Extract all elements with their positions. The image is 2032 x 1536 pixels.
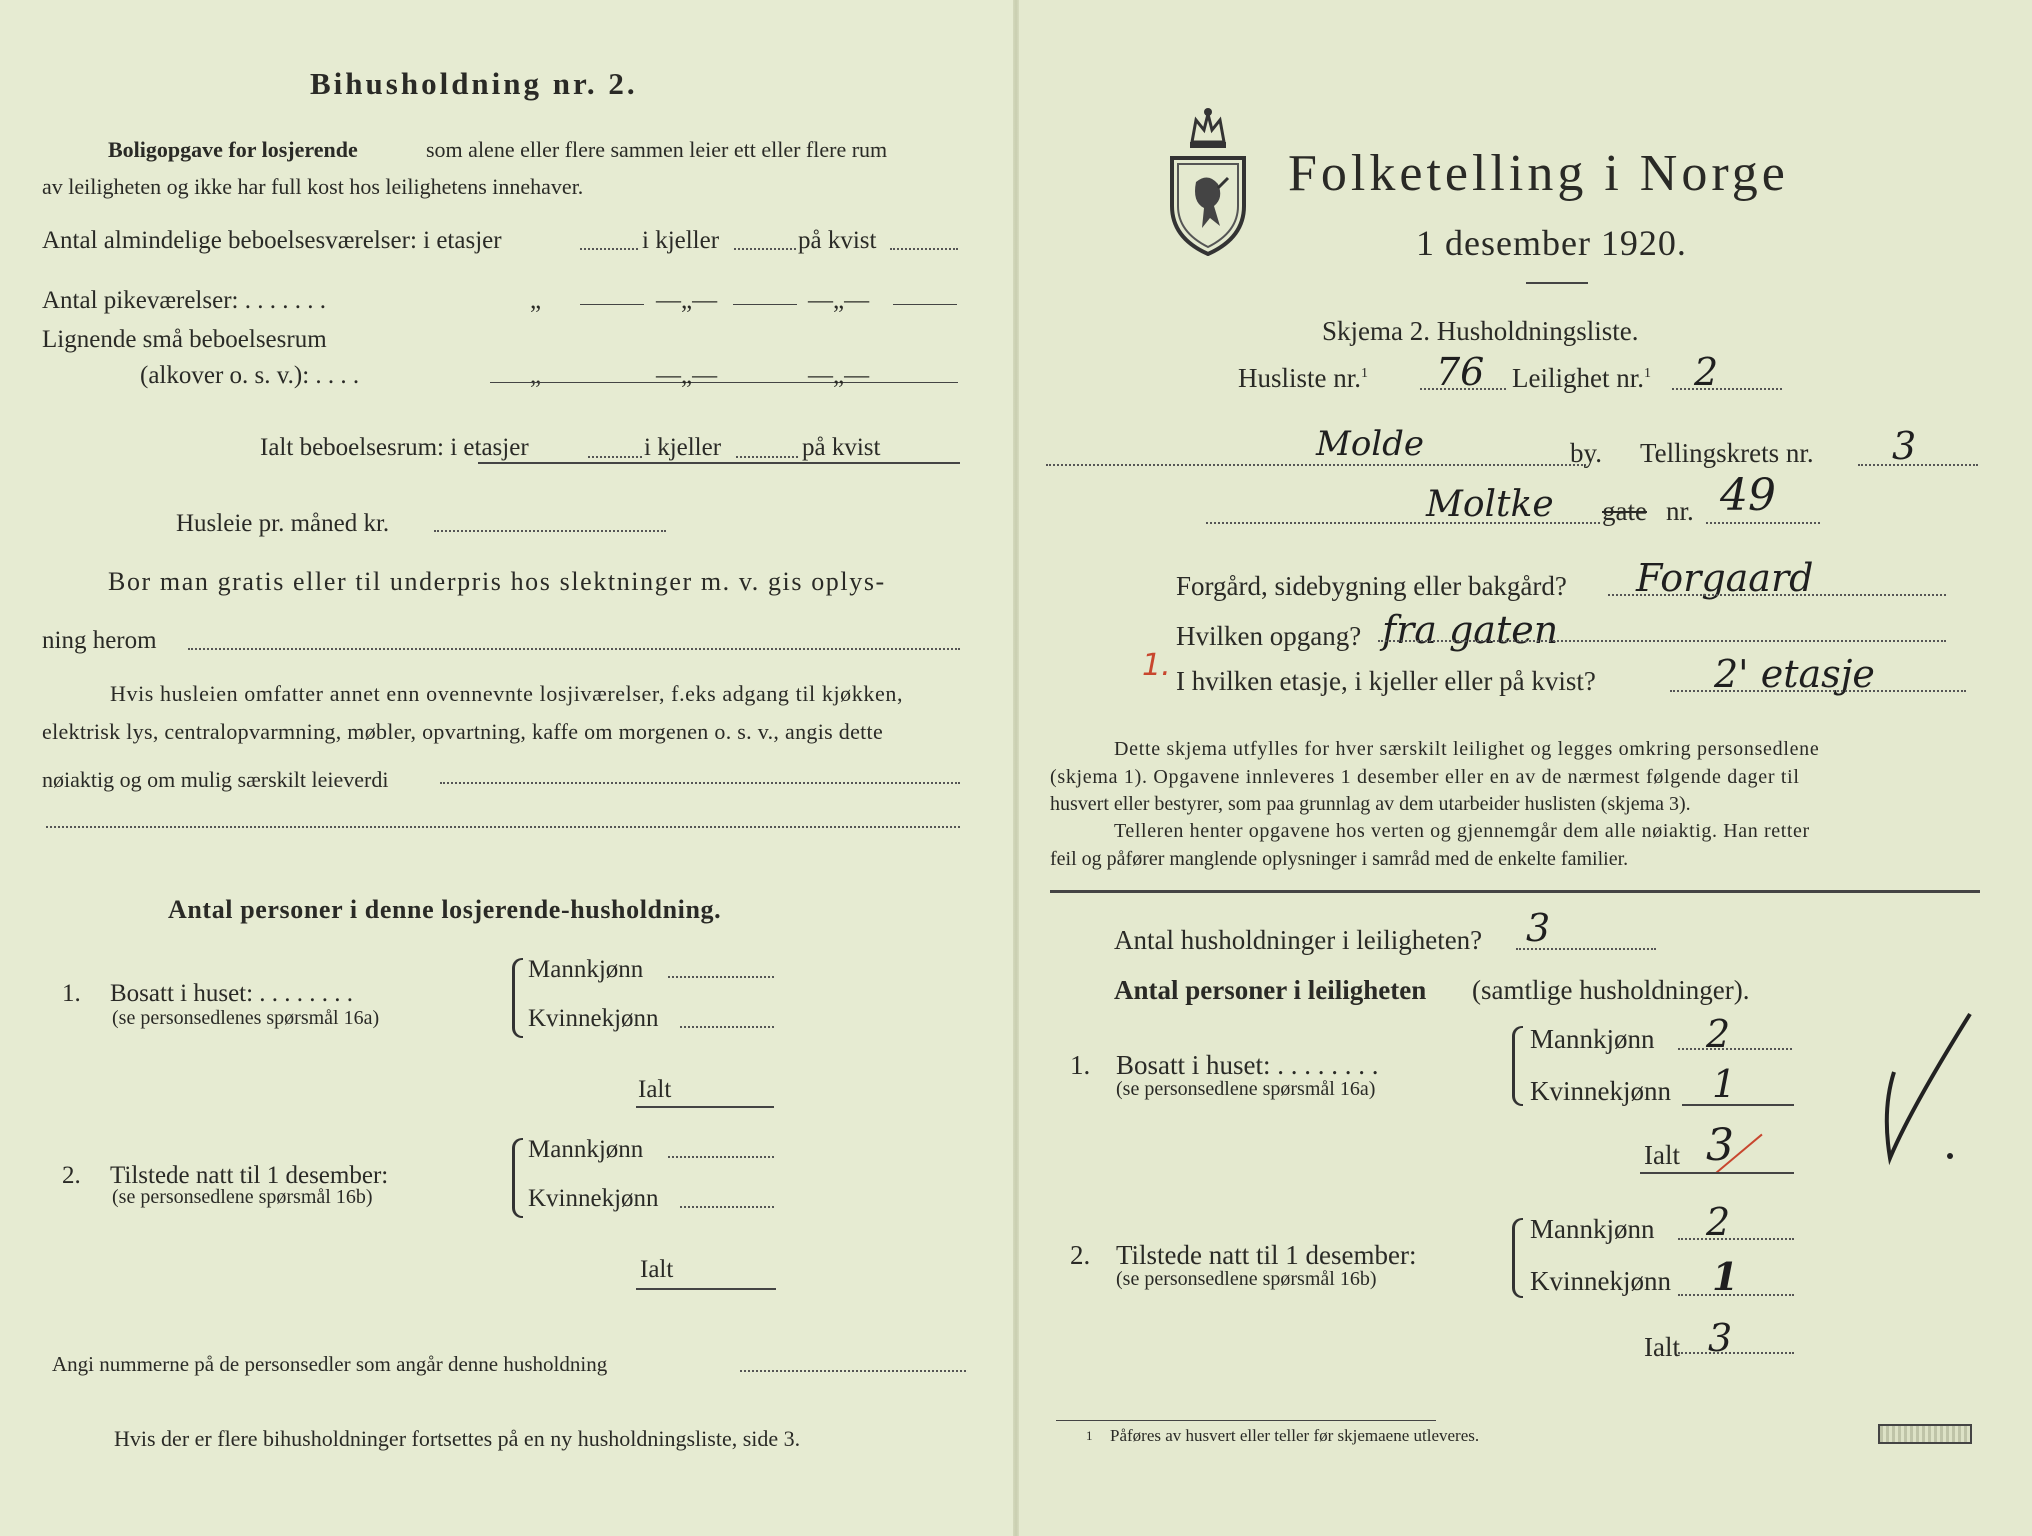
left-q1-kvinne: Kvinnekjønn <box>528 1005 659 1032</box>
antal-hush-field[interactable] <box>1516 948 1656 950</box>
forgaard-field[interactable] <box>1608 594 1946 596</box>
husliste-label: Husliste nr.$^1$ <box>1238 363 1369 393</box>
left-q2-mann-field[interactable] <box>668 1156 774 1158</box>
instr-2: (skjema 1). Opgavene innleveres 1 desember eller en av de nærmest følgende dager til <box>1050 766 1800 788</box>
leieverdi-field-2[interactable] <box>46 826 960 828</box>
gate-label: gate <box>1602 496 1647 526</box>
lignende-field-1[interactable] <box>490 382 958 383</box>
angi-label: Angi nummerne på de personsedler som angår denne husholdning <box>52 1352 608 1376</box>
right-q1-sub: (se personsedlene spørsmål 16a) <box>1116 1078 1376 1100</box>
right-q2-num: 2. <box>1070 1240 1091 1270</box>
right-q2-sub: (se personsedlene spørsmål 16b) <box>1116 1268 1377 1290</box>
rooms-line: Antal almindelige beboelsesværelser: i etasjer <box>42 227 502 254</box>
ialt-rum-kjeller: i kjeller <box>644 434 722 461</box>
husliste-field[interactable] <box>1420 388 1506 390</box>
right-q1-kvinne-value[interactable]: 1 <box>1712 1062 1737 1106</box>
hvis-line-1: Hvis husleien omfatter annet enn ovennevnte losjiværelser, f.eks adgang til kjøkken, <box>110 681 904 706</box>
leilighet-field[interactable] <box>1672 388 1782 390</box>
right-q1-ialt-field[interactable] <box>1640 1172 1794 1174</box>
krets-field[interactable] <box>1858 464 1978 466</box>
left-q1-mann-field[interactable] <box>668 976 774 978</box>
etasje-value[interactable]: 2' etasje <box>1714 652 1875 696</box>
left-q2-kvinne-field[interactable] <box>680 1206 774 1208</box>
left-q1-label: Bosatt i huset: . . . . . . . . <box>110 980 354 1007</box>
rooms-kjeller-field[interactable] <box>734 248 796 250</box>
nr-field[interactable] <box>1706 522 1820 524</box>
nr-label: nr. <box>1666 496 1694 526</box>
left-q1-ialt: Ialt <box>638 1076 672 1103</box>
leieverdi-field[interactable] <box>440 782 960 784</box>
right-q2-mann-field[interactable] <box>1678 1238 1794 1240</box>
by-value[interactable]: Molde <box>1316 424 1425 464</box>
margin-mark: 1. <box>1142 648 1171 683</box>
right-q2-ialt-field[interactable] <box>1678 1352 1794 1354</box>
forgaard-value[interactable]: Forgaard <box>1636 556 1814 600</box>
lignende-ditto-3: —„— <box>808 362 870 389</box>
nr-value[interactable]: 49 <box>1720 470 1776 521</box>
right-page <box>1016 0 2032 1536</box>
right-q1-label: Bosatt i huset: . . . . . . . . <box>1116 1050 1379 1080</box>
gratis-field[interactable] <box>188 648 960 650</box>
antal-hush-label: Antal husholdninger i leiligheten? <box>1114 925 1483 955</box>
instr-5: feil og påfører manglende oplysninger i samråd med de enkelte familier. <box>1050 848 1629 870</box>
gate-field[interactable] <box>1206 522 1600 524</box>
instr-1: Dette skjema utfylles for hver særskilt leilighet og legges omkring personsedlene <box>1114 738 1820 760</box>
right-q1-mann: Mannkjønn <box>1530 1024 1655 1054</box>
lignende-ditto: „ <box>530 362 542 389</box>
left-q2-label: Tilstede natt til 1 desember: <box>110 1162 389 1189</box>
rooms-kjeller: i kjeller <box>642 227 720 254</box>
left-q2-ialt: Ialt <box>640 1256 674 1283</box>
ialt-rum-kjeller-field[interactable] <box>736 456 798 458</box>
left-q1-num: 1. <box>62 980 81 1007</box>
lignende-ditto-2: —„— <box>656 362 718 389</box>
footnote-sup: 1 <box>1086 1428 1093 1443</box>
right-date: 1 desember 1920. <box>1416 223 1687 263</box>
lignende-label-1: Lignende små beboelsesrum <box>42 326 327 353</box>
intro-bold: Boligopgave for losjerende <box>108 137 358 162</box>
left-q1-kvinne-field[interactable] <box>680 1026 774 1028</box>
right-q1-kvinne: Kvinnekjønn <box>1530 1076 1671 1106</box>
angi-field[interactable] <box>740 1370 966 1372</box>
pike-field-3[interactable] <box>893 304 957 305</box>
antal-pers-bold: Antal personer i leiligheten <box>1114 975 1427 1005</box>
tally-check-icon <box>1870 1010 1990 1170</box>
husleie-label: Husleie pr. måned kr. <box>176 510 390 537</box>
section-rule <box>1050 890 1980 893</box>
gate-value[interactable]: Moltke <box>1426 484 1554 525</box>
krets-label: Tellingskrets nr. <box>1640 438 1814 468</box>
right-q2-kvinne-value[interactable]: 1 <box>1712 1254 1739 1299</box>
pike-ditto-3: —„— <box>808 287 870 314</box>
pike-ditto-2: —„— <box>656 287 718 314</box>
by-label: by. <box>1570 438 1602 468</box>
left-q1-mann: Mannkjønn <box>528 956 644 983</box>
rooms-kvist-field[interactable] <box>890 248 958 250</box>
left-q2-brace <box>512 1138 523 1218</box>
footnote: Påføres av husvert eller teller før skjemaene utleveres. <box>1110 1426 1480 1445</box>
coat-of-arms-icon <box>1162 106 1254 256</box>
krets-value[interactable]: 3 <box>1892 424 1917 468</box>
pike-ditto: „ <box>530 287 542 314</box>
opgang-label: Hvilken opgang? <box>1176 621 1362 651</box>
husliste-value[interactable]: 76 <box>1436 350 1485 394</box>
title-rule <box>1526 282 1588 284</box>
right-q2-brace <box>1512 1218 1523 1298</box>
pike-field-1[interactable] <box>580 304 644 305</box>
right-q1-ialt: Ialt <box>1644 1140 1680 1170</box>
left-q2-num: 2. <box>62 1162 81 1189</box>
left-footer: Hvis der er flere bihusholdninger fortsettes på en ny husholdningsliste, side 3. <box>114 1426 801 1451</box>
instr-4: Telleren henter opgavene hos verten og gjennemgår dem alle nøiaktig. Han retter <box>1114 820 1810 842</box>
instr-3: husvert eller bestyrer, som paa grunnlag av dem utarbeider huslisten (skjema 3). <box>1050 793 1691 815</box>
right-q2-mann-value[interactable]: 2 <box>1706 1200 1731 1244</box>
right-q2-ialt-value[interactable]: 3 <box>1708 1316 1733 1360</box>
ialt-rum-label: Ialt beboelsesrum: i etasjer <box>260 434 529 461</box>
leilighet-label: Leilighet nr.$^1$ <box>1512 363 1651 393</box>
right-q1-brace <box>1512 1026 1523 1106</box>
right-q1-num: 1. <box>1070 1050 1091 1080</box>
intro-rest-2: av leiligheten og ikke har full kost hos leilighetens innehaver. <box>42 174 584 199</box>
hvis-line-2: elektrisk lys, centralopvarmning, møbler, opvartning, kaffe om morgenen o. s. v., angis dette <box>42 719 884 744</box>
left-q2-mann: Mannkjønn <box>528 1136 644 1163</box>
pike-label: Antal pikeværelser: . . . . . . . <box>42 287 326 314</box>
right-q2-kvinne: Kvinnekjønn <box>1530 1266 1671 1296</box>
printer-stamp <box>1878 1424 1972 1444</box>
right-q1-kvinne-field[interactable] <box>1682 1104 1794 1106</box>
right-q1-mann-field[interactable] <box>1678 1048 1792 1050</box>
left-q2-ialt-field[interactable] <box>636 1288 776 1290</box>
ialt-rum-etasjer-field[interactable] <box>588 456 642 458</box>
etasje-field[interactable] <box>1670 690 1966 692</box>
left-q2-sub: (se personsedlene spørsmål 16b) <box>112 1186 373 1208</box>
lignende-label-2: (alkover o. s. v.): . . . . <box>140 362 360 389</box>
right-q2-label: Tilstede natt til 1 desember: <box>1116 1240 1417 1270</box>
right-q2-kvinne-field[interactable] <box>1678 1294 1794 1296</box>
left-title: Bihusholdning nr. 2. <box>310 66 638 101</box>
hvis-line-3: nøiaktig og om mulig særskilt leieverdi <box>42 767 389 792</box>
right-q2-ialt: Ialt <box>1644 1332 1680 1362</box>
by-field[interactable] <box>1046 464 1586 466</box>
opgang-value[interactable]: fra gaten <box>1382 608 1559 652</box>
right-q2-mann: Mannkjønn <box>1530 1214 1655 1244</box>
right-q1-mann-value[interactable]: 2 <box>1706 1012 1731 1056</box>
ialt-rum-kvist: på kvist <box>802 434 881 461</box>
right-q1-ialt-value[interactable]: 3 <box>1706 1120 1734 1171</box>
forgaard-label: Forgård, sidebygning eller bakgård? <box>1176 571 1567 601</box>
ialt-rum-underline <box>478 462 960 464</box>
husleie-field[interactable] <box>434 530 666 532</box>
left-q1-ialt-field[interactable] <box>636 1106 774 1108</box>
right-title: Folketelling i Norge <box>1288 145 1789 202</box>
left-q1-brace <box>512 958 523 1038</box>
skjema-label: Skjema 2. Husholdningsliste. <box>1322 316 1639 346</box>
opgang-field[interactable] <box>1378 640 1946 642</box>
left-q2-kvinne: Kvinnekjønn <box>528 1185 659 1212</box>
left-q1-sub: (se personsedlenes spørsmål 16a) <box>112 1007 380 1029</box>
antal-heading: Antal personer i denne losjerende-husholdning. <box>168 895 722 924</box>
gratis-line-2: ning herom <box>42 627 157 654</box>
pike-field-2[interactable] <box>733 304 797 305</box>
intro-rest-1: som alene eller flere sammen leier ett eller flere rum <box>426 137 888 162</box>
rooms-etasjer-field[interactable] <box>580 248 638 250</box>
antal-pers-rest: (samtlige husholdninger). <box>1472 975 1750 1005</box>
etasje-label: I hvilken etasje, i kjeller eller på kvist? <box>1176 666 1596 696</box>
gratis-line-1: Bor man gratis eller til underpris hos slektninger m. v. gis oplys- <box>108 567 886 596</box>
footnote-rule <box>1056 1420 1436 1421</box>
rooms-kvist: på kvist <box>798 227 877 254</box>
antal-hush-value[interactable]: 3 <box>1526 906 1551 950</box>
leilighet-value[interactable]: 2 <box>1694 350 1719 394</box>
